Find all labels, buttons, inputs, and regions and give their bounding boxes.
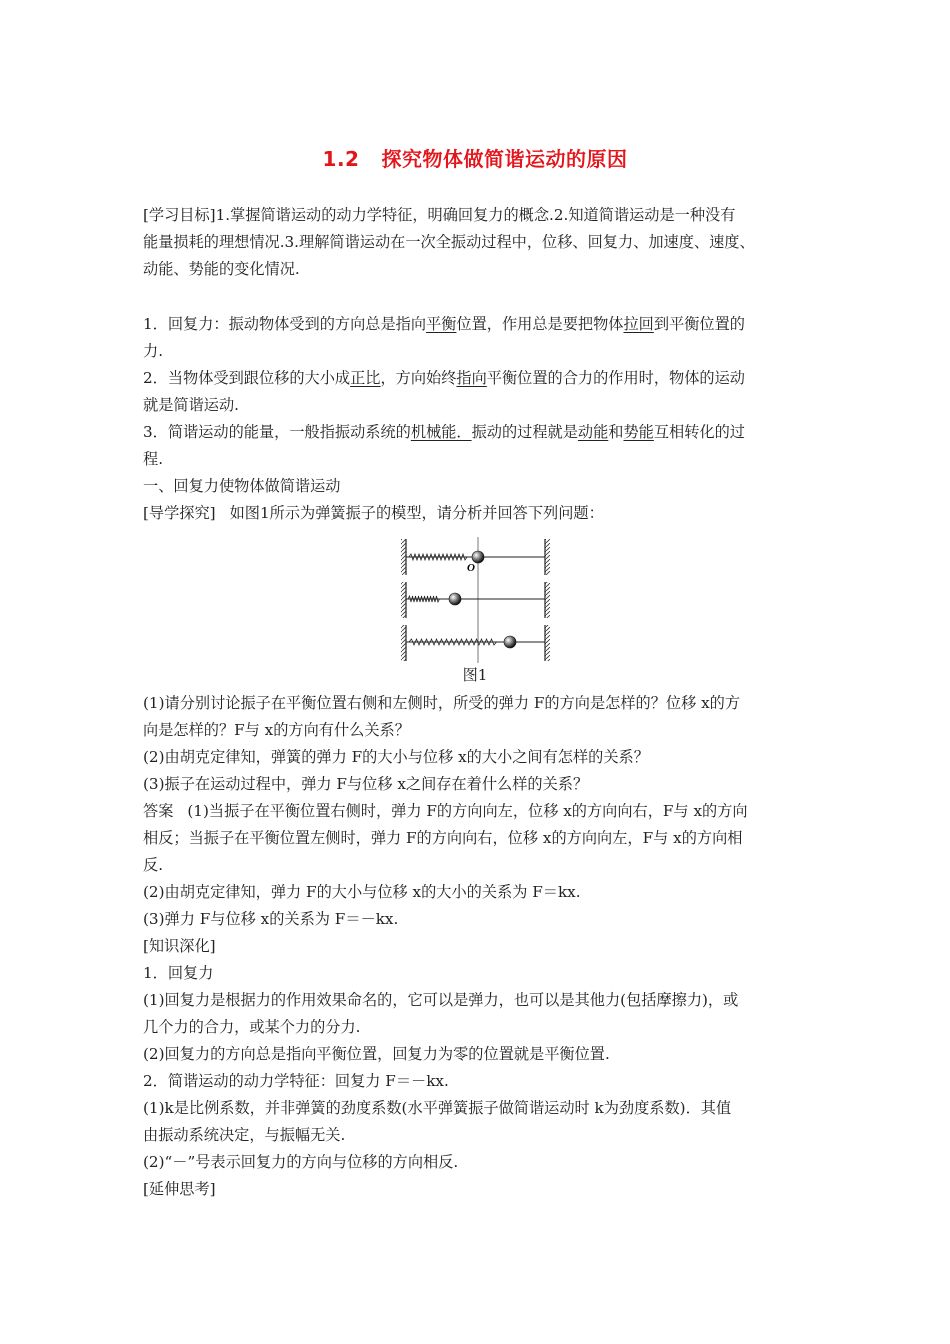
right-wall	[545, 582, 550, 618]
knowledge-item: (2)回复力的方向总是指向平衡位置，回复力为零的位置就是平衡位置.	[143, 1045, 610, 1063]
answer-2: (2)由胡克定律知，弹力 F的大小与位移 x的大小的关系为 F＝kx.	[143, 883, 581, 901]
left-wall	[401, 625, 406, 661]
point-3-cont: 程.	[143, 450, 164, 468]
questions-answers-block	[143, 690, 813, 1203]
question-1: (1)请分别讨论振子在平衡位置右侧和左侧时，所受的弹力 F的方向是怎样的？位移 x的方	[143, 694, 741, 712]
answer-1-cont: 反.	[143, 856, 164, 874]
ball	[449, 593, 461, 605]
point-2-cont: 就是简谐运动.	[143, 396, 239, 414]
point-1-cont: 力.	[143, 342, 164, 360]
knowledge-label: [知识深化]	[143, 937, 216, 955]
knowledge-item-cont: 由振动系统决定，与振幅无关.	[143, 1126, 346, 1144]
key-points-block	[143, 311, 813, 527]
right-wall	[545, 625, 550, 661]
answer-1: 答案 (1)当振子在平衡位置右侧时，弹力 F的方向向左，位移 x的方向向右，F与 x的方向	[143, 802, 748, 820]
right-wall	[545, 539, 550, 575]
objectives-block	[143, 202, 813, 283]
section-number: 1.2	[322, 147, 360, 171]
knowledge-heading-2: 2．简谐运动的动力学特征：回复力 F＝－kx.	[143, 1072, 449, 1090]
objectives-line: 1.掌握简谐运动的动力学特征，明确回复力的概念.2.知道简谐运动是一种没有	[215, 206, 736, 224]
row-equilibrium	[401, 539, 550, 575]
knowledge-item: (1)回复力是根据力的作用效果命名的，它可以是弹力，也可以是其他力(包括摩擦力)，或	[143, 991, 739, 1009]
question-3: (3)振子在运动过程中，弹力 F与位移 x之间存在着什么样的关系？	[143, 775, 589, 793]
row-stretched	[401, 625, 550, 661]
extension-label: [延伸思考]	[143, 1180, 216, 1198]
knowledge-item-cont: 几个力的合力，或某个力的分力.	[143, 1018, 361, 1036]
left-wall	[401, 539, 406, 575]
guide-line: [导学探究] 如图1所示为弹簧振子的模型，请分析并回答下列问题：	[143, 504, 604, 522]
objectives-label: [学习目标]	[143, 206, 216, 224]
answer-label: 答案	[143, 802, 174, 820]
guide-label: [导学探究]	[143, 504, 216, 522]
ball	[504, 636, 516, 648]
objectives-line: 动能、势能的变化情况.	[143, 260, 300, 278]
answer-3: (3)弹力 F与位移 x的关系为 F＝－kx.	[143, 910, 399, 928]
answer-1-cont: 相反；当振子在平衡位置左侧时，弹力 F的方向向右，位移 x的方向向左，F与 x的方向相	[143, 829, 743, 847]
point-1: 1．回复力：振动物体受到的方向总是指向平衡位置，作用总是要把物体拉回到平衡位置的	[143, 315, 745, 333]
spring-oscillator-figure	[390, 535, 560, 665]
figure-caption: 图1	[462, 666, 488, 684]
section-heading: 一、回复力使物体做简谐运动	[143, 477, 341, 495]
row-compressed	[401, 582, 550, 618]
point-label-o: O	[467, 562, 475, 574]
left-wall	[401, 582, 406, 618]
page-title	[0, 143, 950, 172]
knowledge-heading-1: 1．回复力	[143, 964, 214, 982]
knowledge-item: (1)k是比例系数，并非弹簧的劲度系数(水平弹簧振子做简谐运动时 k为劲度系数)．其值	[143, 1099, 732, 1117]
question-1-cont: 向是怎样的？F与 x的方向有什么关系？	[143, 721, 410, 739]
question-2: (2)由胡克定律知，弹簧的弹力 F的大小与位移 x的大小之间有怎样的关系？	[143, 748, 649, 766]
title-text: 探究物体做简谐运动的原因	[381, 147, 628, 171]
point-3: 3．简谐运动的能量，一般指振动系统的机械能．振动的过程就是动能和势能互相转化的过	[143, 423, 745, 441]
point-2: 2．当物体受到跟位移的大小成正比，方向始终指向平衡位置的合力的作用时，物体的运动	[143, 369, 745, 387]
knowledge-item: (2)“－”号表示回复力的方向与位移的方向相反.	[143, 1153, 459, 1171]
objectives-line: 能量损耗的理想情况.3.理解简谐运动在一次全振动过程中，位移、回复力、加速度、速度、	[143, 233, 755, 251]
